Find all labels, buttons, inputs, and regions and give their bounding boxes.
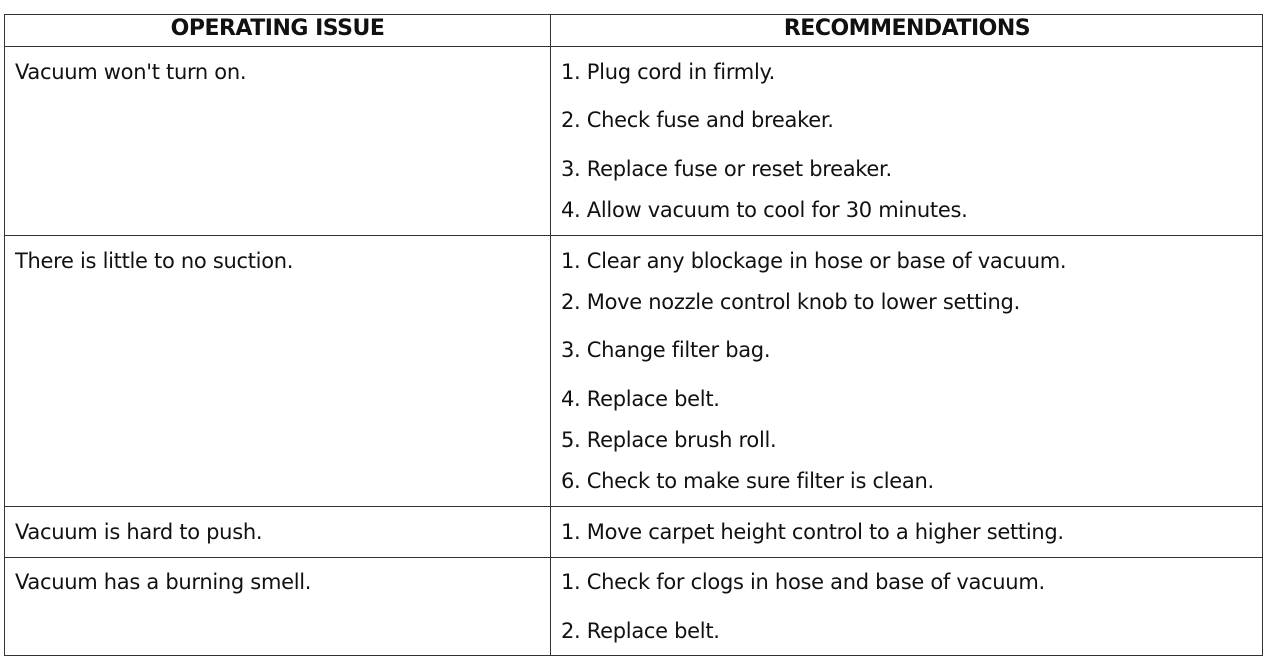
recommendation-item: 4. Allow vacuum to cool for 30 minutes. bbox=[561, 198, 968, 222]
recommendation-item: 3. Replace fuse or reset breaker. bbox=[561, 157, 892, 181]
recommendation-item: 6. Check to make sure filter is clean. bbox=[561, 469, 934, 493]
recommendation-item: 5. Replace brush roll. bbox=[561, 428, 777, 452]
issue-cell: There is little to no suction. bbox=[15, 249, 294, 273]
issue-cell: Vacuum has a burning smell. bbox=[15, 570, 312, 594]
header-divider bbox=[5, 46, 1262, 47]
recommendation-item: 2. Check fuse and breaker. bbox=[561, 108, 834, 132]
recommendation-item: 2. Replace belt. bbox=[561, 619, 720, 643]
recommendation-item: 4. Replace belt. bbox=[561, 387, 720, 411]
column-divider bbox=[550, 15, 551, 655]
recommendation-item: 1. Check for clogs in hose and base of vacuum. bbox=[561, 570, 1045, 594]
recommendation-item: 1. Move carpet height control to a higher setting. bbox=[561, 520, 1064, 544]
issue-cell: Vacuum is hard to push. bbox=[15, 520, 263, 544]
header-operating-issue: OPERATING ISSUE bbox=[170, 16, 385, 41]
row-divider bbox=[5, 235, 1262, 236]
recommendation-item: 2. Move nozzle control knob to lower setting. bbox=[561, 290, 1020, 314]
row-divider bbox=[5, 557, 1262, 558]
issue-cell: Vacuum won't turn on. bbox=[15, 60, 247, 84]
recommendation-item: 1. Plug cord in firmly. bbox=[561, 60, 776, 84]
recommendation-item: 3. Change filter bag. bbox=[561, 338, 771, 362]
recommendation-item: 1. Clear any blockage in hose or base of vacuum. bbox=[561, 249, 1067, 273]
row-divider bbox=[5, 506, 1262, 507]
header-recommendations: RECOMMENDATIONS bbox=[783, 16, 1031, 41]
